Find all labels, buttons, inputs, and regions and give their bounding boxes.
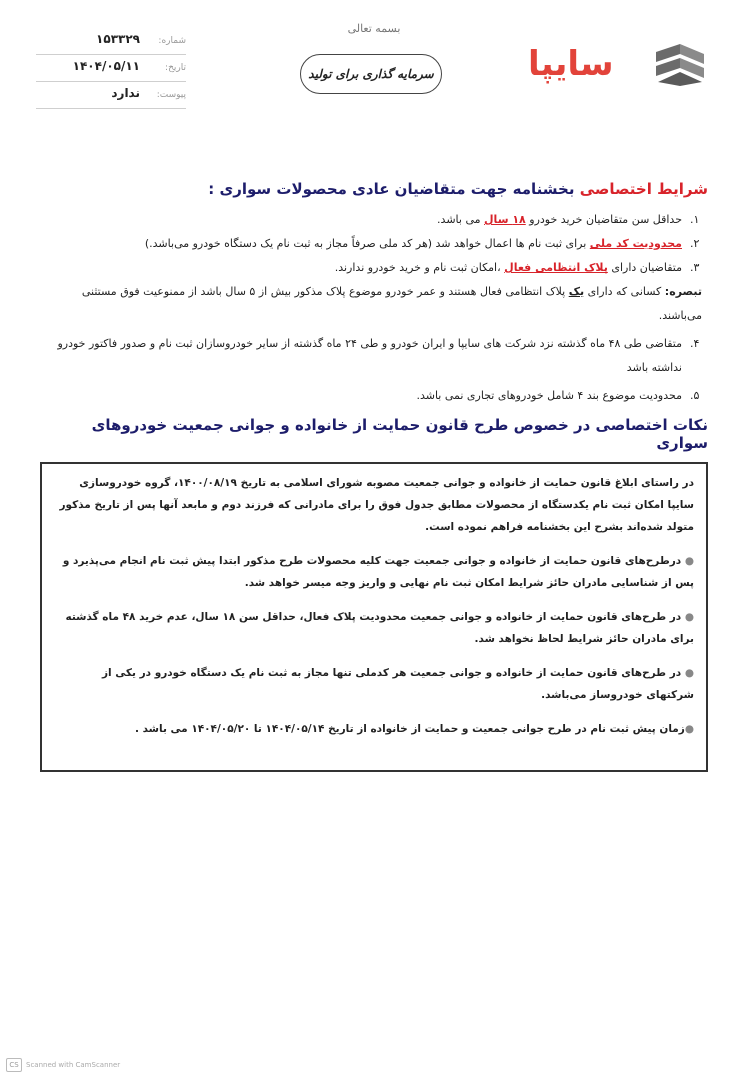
meta-value: ۱۴۰۴/۰۵/۱۱: [72, 59, 140, 73]
rule-text: متقاضی طی ۴۸ ماه گذشته نزد شرکت های سایپا و ایران خودرو و طی ۲۴ ماه گذشته از سایر خودروسازان ثبت نام و صدور فاکتور خودرو نداشته باشد: [57, 337, 682, 374]
slogan-stamp: سرمایه گذاری برای تولید: [300, 54, 442, 94]
logo-text: سایپا: [528, 44, 614, 84]
section1-title-rest: بخشنامه جهت متقاضیان عادی محصولات سواری :: [208, 180, 580, 198]
rules-list: [38, 208, 708, 408]
rule-highlight: پلاک انتظامی فعال: [504, 261, 608, 274]
meta-row-date: [36, 57, 186, 82]
bullet-text: زمان پیش ثبت نام در طرح جوانی جمعیت و حمایت از خانواده از تاریخ ۱۴۰۴/۰۵/۱۴ تا ۱۴۰۴/۰۵/۲۰ می باشد .: [134, 723, 685, 735]
rule-number: ۳.: [690, 261, 700, 274]
rule-text: می باشد.: [437, 213, 485, 226]
family-support-box: [40, 462, 708, 772]
box-intro: در راستای ابلاغ قانون حمایت از خانواده و جوانی جمعیت مصوبه شورای اسلامی به تاریخ ۱۴۰۰/۰۸/۱۹، گروه خودروسازی سایپا امکان ثبت نام یکدستگاه از محصولات مطابق جدول فوق را برای مادرانی که فرزند دوم و مابعد آنها پس از تاریخ مذکور متولد شده‌اند بشرح این بخشنامه فراهم نموده است.: [59, 477, 694, 533]
note-highlight: یک: [568, 285, 585, 298]
meta-value: ندارد: [111, 86, 140, 100]
bullet-text: درطرح‌های قانون حمایت از خانواده و جوانی جمعیت جهت کلیه محصولات طرح مذکور ابتدا پیش ثبت نام انجام می‌پذیرد و پس از شناسایی مادران حائز شرایط امکان ثبت نام نهایی و واریز وجه میسر خواهد شد.: [62, 555, 694, 589]
bullet-text: در طرح‌های قانون حمایت از خانواده و جوانی جمعیت محدودیت پلاک فعال، حداقل سن ۱۸ سال، عدم خرید ۴۸ ماه گذشته برای مادران حائز شرایط لحاظ نخواهد شد.: [65, 611, 694, 645]
scanner-watermark: [6, 1058, 120, 1072]
box-bullet: [54, 550, 694, 594]
meta-label: پیوست:: [156, 90, 186, 100]
bullet-icon: ●: [681, 611, 694, 623]
bullet-icon: ●: [681, 667, 694, 679]
note-label: تبصره:: [664, 285, 702, 298]
box-bullet: [54, 662, 694, 706]
bullet-icon: ●: [684, 723, 694, 735]
rule-text: ،امکان ثبت نام و خرید خودرو ندارند.: [334, 261, 505, 274]
rule-highlight: ۱۸ سال: [484, 213, 526, 226]
bullet-icon: ●: [681, 555, 694, 567]
box-last: [54, 718, 694, 740]
note-text: کسانی که دارای: [584, 285, 665, 298]
section1-title-accent: شرایط اختصاصی: [579, 180, 708, 198]
rule-highlight: محدودیت کد ملی: [589, 237, 682, 250]
note-paragraph: [38, 280, 708, 328]
rule-number: ۴.: [690, 337, 700, 350]
meta-row-number: [36, 30, 186, 55]
rule-text: متقاضیان دارای: [607, 261, 682, 274]
list-item: [38, 208, 708, 232]
camscanner-icon: CS: [6, 1058, 22, 1072]
section2-title: نکات اختصاصی در خصوص طرح قانون حمایت از خانواده و جوانی جمعیت خودروهای سواری: [91, 416, 708, 452]
saipa-logo-icon: [650, 42, 708, 88]
rule-number: ۱.: [690, 213, 700, 226]
list-item: [38, 384, 708, 408]
meta-label: تاریخ:: [165, 63, 186, 73]
bullet-text: در طرح‌های قانون حمایت از خانواده و جوانی جمعیت هر کدملی تنها مجاز به ثبت نام یک دستگاه خودرو در یکی از شرکتهای خودروساز می‌باشد.: [101, 667, 694, 701]
meta-value: ۱۵۳۳۲۹: [96, 32, 140, 46]
list-item: [38, 232, 708, 256]
rule-number: ۲.: [690, 237, 700, 250]
box-bullet: [54, 606, 694, 650]
rule-number: ۵.: [690, 389, 700, 402]
document-meta: [36, 30, 186, 111]
bismillah-heading: بسمه تعالی: [347, 22, 401, 35]
section1-title: [48, 180, 708, 198]
saipa-logo: [528, 40, 708, 90]
meta-label: شماره:: [158, 36, 186, 46]
note-text: پلاک انتظامی فعال هستند و عمر خودرو موضوع پلاک مذکور بیش از ۵ سال باشد از ممنوعیت فوق مستثنی می‌باشند.: [81, 285, 702, 322]
list-item: [38, 332, 708, 380]
rule-text: حداقل سن متقاضیان خرید خودرو: [525, 213, 682, 226]
scanner-text: Scanned with CamScanner: [26, 1061, 121, 1069]
rule-text: محدودیت موضوع بند ۴ شامل خودروهای تجاری نمی باشد.: [416, 389, 682, 402]
meta-row-attachment: [36, 84, 186, 109]
rule-text: برای ثبت نام ها اعمال خواهد شد (هر کد ملی صرفاً مجاز به ثبت نام یک دستگاه خودرو می‌باشد.): [144, 237, 590, 250]
list-item: [38, 256, 708, 280]
